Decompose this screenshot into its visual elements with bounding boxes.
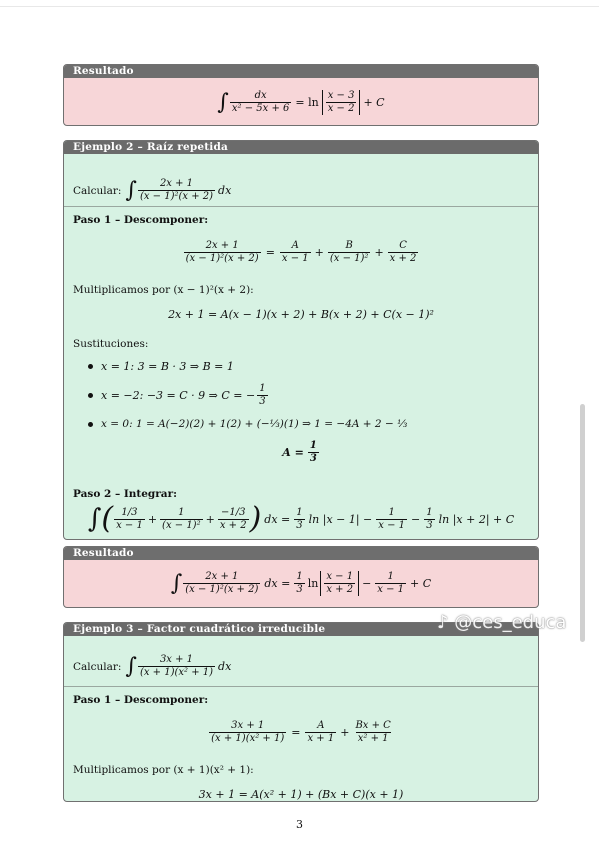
example-3-calc: Calcular: ∫ $\frac{3x + 1}{\text{(x + 1)(x² + 1)}}$ dx — [73, 653, 232, 679]
result-box-2 — [63, 546, 539, 608]
substitution-2: x = −2: −3 = C · 9 ⇒ C = − $\frac{1}{3}$ — [88, 383, 269, 408]
step-1-title: Paso 1 – Descomponer: — [73, 694, 209, 706]
multiply-label: Multiplicamos por (x + 1)(x² + 1): — [73, 764, 254, 776]
divider — [64, 686, 538, 687]
top-divider — [0, 6, 599, 7]
step-2-title: Paso 2 – Integrar: — [73, 488, 178, 500]
a-value: A = $\frac{1}{3}$ — [282, 440, 317, 464]
example-2-box — [63, 140, 539, 540]
example-2-header: Ejemplo 2 – Raíz repetida — [64, 141, 538, 154]
example-2-calc: Calcular: ∫ $\frac{2x + 1}{\text{(x − 1)²(x + 2)}}$ dx — [73, 177, 232, 203]
bullet-icon — [88, 364, 93, 369]
step-1-title: Paso 1 – Descomponer: — [73, 214, 209, 226]
result-2-formula: ∫ $\frac{2x + 1}{\text{(x − 1)²(x + 2)}}$ dx = $\frac{1}{3}$ ln $\frac{x - 1}{x + 2}$ − $\frac{1}{x - 1}$ + C — [170, 570, 432, 596]
example-3-header: Ejemplo 3 – Factor cuadrático irreducible — [64, 623, 538, 636]
substitutions-label: Sustituciones: — [73, 338, 149, 350]
bullet-icon — [88, 393, 93, 398]
multiply-label: Multiplicamos por (x − 1)²(x + 2): — [73, 284, 254, 296]
divider — [64, 206, 538, 207]
decomposition-equation: $\frac{2x + 1}{\text{(x − 1)²(x + 2)}}$ = $\frac{A}{x - 1}$ + $\frac{B}{\text{(x − 1)²}}$ + $\frac{C}{x + 2}$ — [185, 240, 417, 264]
tiktok-icon: ♪ — [437, 612, 449, 633]
result-box-2-header: Resultado — [64, 547, 538, 560]
substitution-1: x = 1: 3 = B · 3 ⇒ B = 1 — [88, 360, 234, 373]
result-1-formula: ∫ $\frac{dx}{\text{x² − 5x + 6}}$ = ln $\frac{x - 3}{x - 2}$ + C — [217, 89, 385, 115]
substitution-3: x = 0: 1 = A(−2)(2) + 1(2) + (−⅓)(1) ⇒ 1 = −4A + 2 − ⅓ — [88, 418, 407, 430]
multiply-equation: 2x + 1 = A(x − 1)(x + 2) + B(x + 2) + C(x − 1)² — [168, 308, 434, 321]
watermark: ♪ @ces_educa — [437, 612, 567, 633]
page-number: 3 — [296, 818, 303, 831]
decomposition-equation: $\frac{3x + 1}{\text{(x + 1)(x² + 1)}}$ = $\frac{A}{x + 1}$ + $\frac{Bx + C}{\text{x² + 1}}$ — [211, 720, 391, 744]
integral-sign: ∫ — [217, 89, 229, 115]
integration-equation: ∫ ( $\frac{1/3}{x - 1}$ + $\frac{1}{\text{(x − 1)²}}$ + $\frac{-1/3}{x + 2}$ ) dx = $\frac{1}{3}$ ln |x − 1| − $\frac{1}{x - 1}$ − $\frac{1}{3}$ ln |x + 2| + C — [87, 501, 515, 536]
bullet-icon — [88, 422, 93, 427]
result-box-1-header: Resultado — [64, 65, 538, 78]
result-box-1 — [63, 64, 539, 126]
example-3-box — [63, 622, 539, 802]
multiply-equation: 3x + 1 = A(x² + 1) + (Bx + C)(x + 1) — [198, 788, 404, 801]
scrollbar[interactable] — [580, 404, 585, 642]
